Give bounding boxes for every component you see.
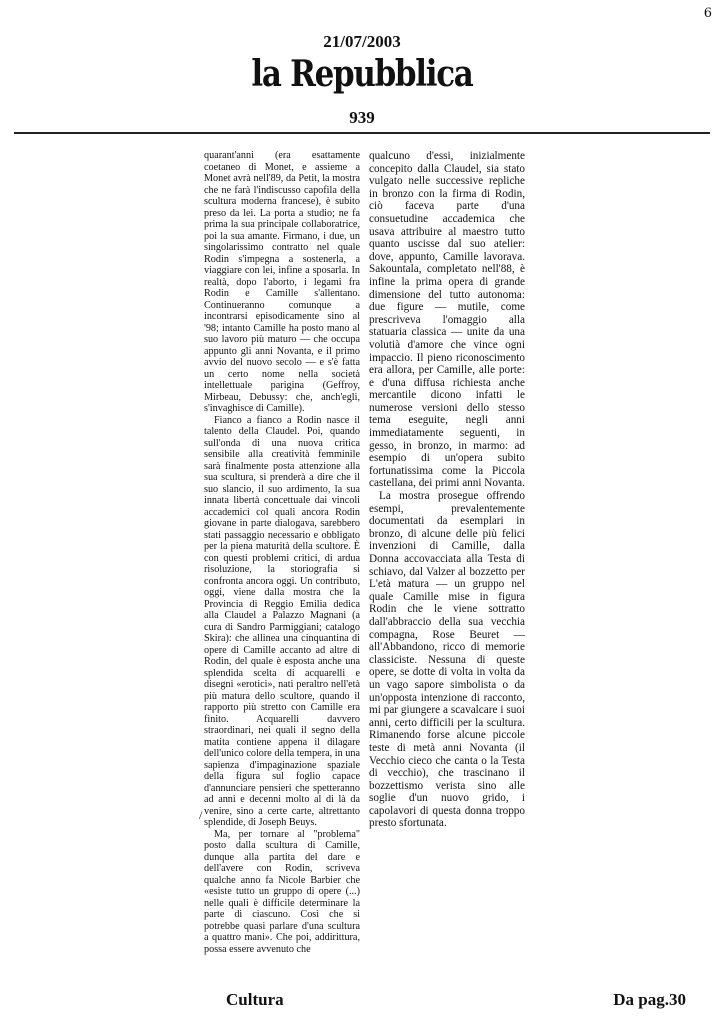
section-label: Cultura <box>226 990 284 1009</box>
article-column-right <box>369 150 525 830</box>
right-paragraph-1: qualcuno d'essi, inizialmente concepito dalla Claudel, sia stato vulgato nelle successive repliche in bronzo con la firma di Rodin, ciò faceva parte d'una consuetudine accademica che usava attribuire al maestro tutto quanto uscisse dal suo atelier: dove, appunto, Camille lavorava. Sakountala, completato nell'88, è infine la prima opera di grande dimensione del tutto autonoma: due figure — mutile, come prescriveva l'omaggio alla statuaria classica — unite da una volutià d'amore che vince ogni impaccio. Il pieno riconoscimento era allora, per Camille, alle porte: e d'una diffusa richiesta anche mercantile dicono infatti le numerose versioni dello stesso tema eseguite, negli anni immediatamente seguenti, in gesso, in bronzo, in marmo: ad esempio di un'opera subito fortunatissima come la Piccola castellana, dei primi anni Novanta. <box>369 150 525 490</box>
header-rule <box>14 132 710 134</box>
publication-date: 21/07/2003 <box>323 32 401 51</box>
right-paragraph-2: La mostra prosegue offrendo esempi, prevalentemente documentati da esemplari in bronzo, di alcune delle più felici invenzioni di Camille, dalla Donna accovacciata alla Testa di schiavo, dal Valzer al bozzetto per L'età matura — un gruppo nel quale Camille mise in figura Rodin che le viene sottratto dall'abbraccio della sua vecchia compagna, Rose Beuret — all'Abbandono, ricco di memorie classiciste. Nessuna di queste opere, se dotte di volta in volta da un vago sapore simbolista o da un'opposta intenzione di racconto, mi par giungere a scavalcare i suoi anni, certo difficili per la scultura. Rimanendo forse alcune piccole teste di metà anni Novanta (il Vecchio cieco che canta o la Testa di vecchio), che trascinano il bozzettismo verista sino alle soglie d'un nuovo grido, i capolavori di questa donna troppo presto sfortunata. <box>369 490 525 830</box>
left-paragraph-3: Ma, per tornare al "problema" posto dalla scultura di Camille, dunque alla partita del dare e dell'avere con Rodin, scriveva qualche anno fa Nicole Barbier che «esiste tutto un gruppo di opere (...) nelle quali è difficile determinare la parte di ciascuno. Così che si potrebbe quasi parlare d'una scultura a quattro mani». Che poi, addirittura, possa essere avvenuto che <box>204 828 360 955</box>
newspaper-masthead: la Repubblica <box>251 53 473 95</box>
page-number: 6 <box>703 6 712 21</box>
article-column-left <box>204 150 360 955</box>
issue-number: 939 <box>349 108 375 127</box>
left-paragraph-2: Fianco a fianco a Rodin nasce il talento della Claudel. Poi, quando sull'onda di una nuova critica sensibile alla creatività femminile sarà finalmente posta attenzione alla sua scultura, si prenderà a dire che il suo slancio, il suo ardimento, la sua innata libertà concettuale dai vincoli accademici col quali ancora Rodin giovane in parte dialogava, sarebbero stati passaggio necessario e obbligato per la piena maturità della scultore. È con questi problemi critici, di ardua risoluzione, la storiografia si confronta ancora oggi. Un contributo, oggi, viene dalla mostra che la Provincia di Reggio Emilia dedica alla Claudel a Palazzo Magnani (a cura di Sandro Parmiggiani; catalogo Skira): che allinea una cinquantina di opere di Camille accanto ad altre di Rodin, del quale è esposta anche una splendida scelta di acquarelli e disegni «erotici», nati peraltro nell'età più matura dello scultore, quando il rapporto più stretto con Camille era finito. Acquarelli davvero straordinari, nei quali il segno della matita contiene appena il dilagare dell'unico colore della tempera, in una sapienza d'impaginazione spaziale della figura sul foglio capace d'annunciare pensieri che spetteranno ad anni e decenni molto al di là da venire, sino a certe carte, altrettanto splendide, di Joseph Beuys. <box>204 414 360 828</box>
margin-mark: / <box>199 808 203 822</box>
continued-from-label: Da pag.30 <box>613 990 686 1009</box>
left-paragraph-1: quarant'anni (era esattamente coetaneo di Monet, e assieme a Monet avrà nell'89, da Petit, la mostra che ne farà l'indiscusso capofila della scultura moderna francese), è subito preso da lei. La porta a studio; ne fa prima la sua principale collaboratrice, poi la sua amante. Firmano, i due, un singolarissimo contratto nel quale Rodin s'impegna a sostenerla, a viaggiare con lei, infine a sposarla. In realtà, dopo l'aborto, i legami fra Rodin e Camille s'allentano. Continueranno comunque a incontrarsi episodicamente sino al '98; intanto Camille ha posto mano al suo lavoro più maturo — che occupa appunto gli anni Novanta, e il primo avvio del nuovo secolo — e s'è fatta un certo nome nella società intellettuale parigina (Geffroy, Mirbeau, Debussy: che, anch'egli, s'invaghisce di Camille). <box>204 150 360 414</box>
